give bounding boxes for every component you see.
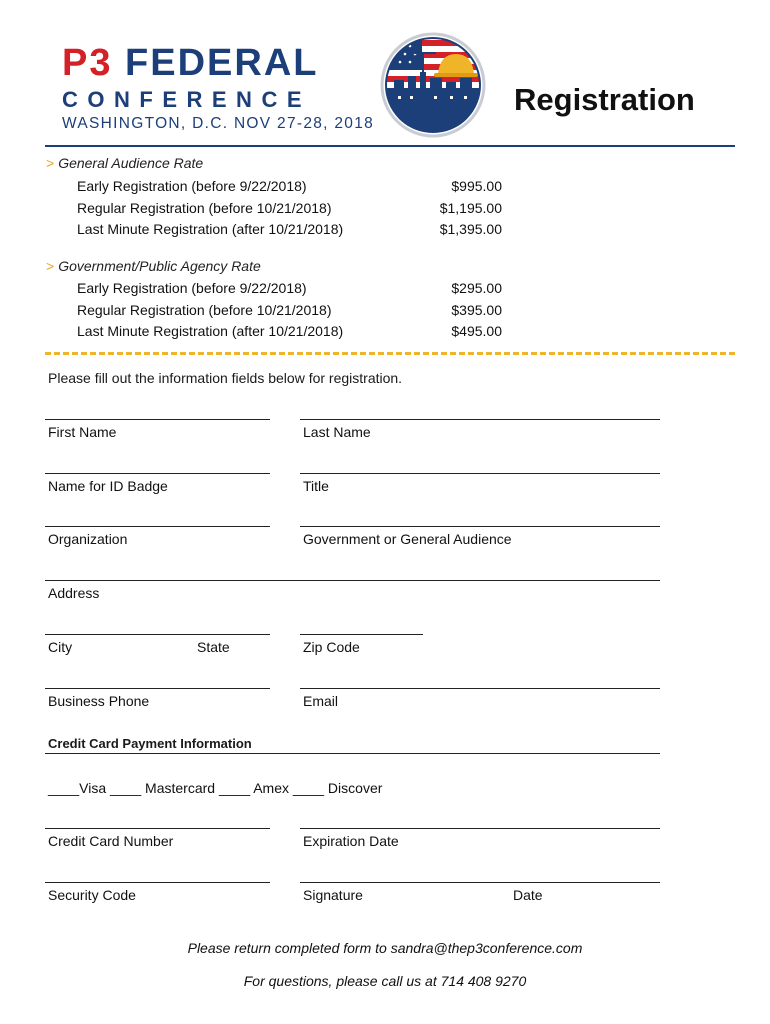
last-name-field[interactable] <box>300 419 660 420</box>
organization-label: Organization <box>48 531 128 547</box>
audience-type-field[interactable] <box>300 526 660 527</box>
date-label: Date <box>513 887 543 903</box>
address-field[interactable] <box>45 580 660 581</box>
rate-label: Last Minute Registration (after 10/21/2018) <box>77 221 344 237</box>
organization-field[interactable] <box>45 526 270 527</box>
business-phone-label: Business Phone <box>48 693 150 709</box>
logo-p3: P3 <box>62 42 113 84</box>
rate-price: $995.00 <box>451 178 502 194</box>
questions-note: For questions, please call us at 714 408 9270 <box>243 973 527 989</box>
rate-price: $1,195.00 <box>439 200 502 216</box>
chevron-right-icon: > <box>46 155 55 171</box>
zip-code-field[interactable] <box>300 634 423 635</box>
security-code-label: Security Code <box>48 887 136 903</box>
zip-code-label: Zip Code <box>303 639 360 655</box>
badge-name-field[interactable] <box>45 473 270 474</box>
cc-number-field[interactable] <box>45 828 270 829</box>
email-field[interactable] <box>300 688 660 689</box>
logo-wordmark <box>62 44 319 82</box>
security-code-field[interactable] <box>45 882 270 883</box>
general-rate-heading <box>46 155 203 171</box>
cc-heading: Credit Card Payment Information <box>48 736 252 751</box>
card-type-options[interactable]: ____Visa ____ Mastercard ____ Amex ____ Discover <box>48 780 383 796</box>
business-phone-field[interactable] <box>45 688 270 689</box>
rate-label: Regular Registration (before 10/21/2018) <box>77 200 332 216</box>
rate-label: Early Registration (before 9/22/2018) <box>77 280 307 296</box>
first-name-field[interactable] <box>45 419 270 420</box>
state-label: State <box>197 639 230 655</box>
rate-price: $1,395.00 <box>439 221 502 237</box>
logo-date: WASHINGTON, D.C. NOV 27-28, 2018 <box>62 115 375 132</box>
return-note: Please return completed form to sandra@thep3conference.com <box>187 940 583 956</box>
rate-label: Last Minute Registration (after 10/21/2018) <box>77 323 344 339</box>
email-label: Email <box>303 693 339 709</box>
city-label: City <box>48 639 73 655</box>
first-name-label: First Name <box>48 424 117 440</box>
form-intro: Please fill out the information fields below for registration. <box>48 370 403 386</box>
general-rate-heading-text: General Audience Rate <box>58 155 204 171</box>
title-field[interactable] <box>300 473 660 474</box>
page-title: Registration <box>514 82 695 117</box>
rate-price: $395.00 <box>451 302 502 318</box>
logo-federal: FEDERAL <box>125 42 319 84</box>
rate-price: $295.00 <box>451 280 502 296</box>
rate-label: Regular Registration (before 10/21/2018) <box>77 302 332 318</box>
badge-name-label: Name for ID Badge <box>48 478 168 494</box>
signature-date-field[interactable] <box>300 882 660 883</box>
capitol-flag-emblem-icon <box>380 32 486 138</box>
cc-heading-rule <box>45 753 660 754</box>
rate-price: $495.00 <box>451 323 502 339</box>
last-name-label: Last Name <box>303 424 371 440</box>
rate-label: Early Registration (before 9/22/2018) <box>77 178 307 194</box>
dashed-divider <box>45 352 735 355</box>
expiration-field[interactable] <box>300 828 660 829</box>
logo-conference: CONFERENCE <box>62 87 312 112</box>
government-rate-heading <box>46 258 261 274</box>
header-divider <box>45 145 735 147</box>
expiration-label: Expiration Date <box>303 833 399 849</box>
government-rate-heading-text: Government/Public Agency Rate <box>58 258 261 274</box>
title-label: Title <box>303 478 329 494</box>
chevron-right-icon: > <box>46 258 55 274</box>
signature-label: Signature <box>303 887 363 903</box>
audience-type-label: Government or General Audience <box>303 531 512 547</box>
city-state-field[interactable] <box>45 634 270 635</box>
cc-number-label: Credit Card Number <box>48 833 174 849</box>
address-label: Address <box>48 585 100 601</box>
